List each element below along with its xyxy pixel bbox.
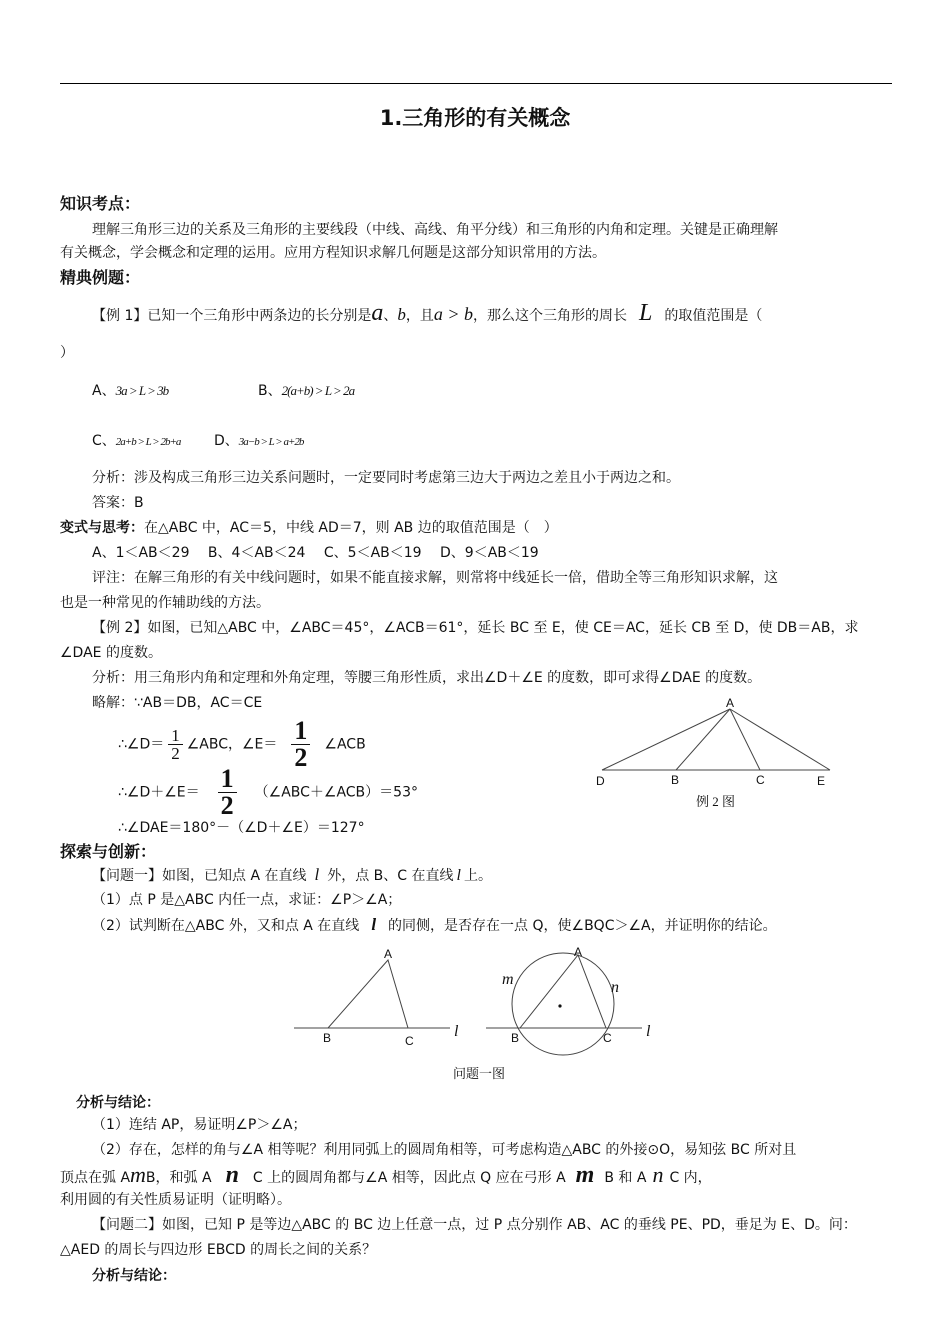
var-n-1: n [225, 1162, 239, 1188]
a2-2a: 顶点在弧 A [60, 1170, 131, 1186]
option-d-label: D、 [214, 433, 239, 449]
problem1-figure [290, 938, 670, 1088]
problem1-q2 [92, 915, 777, 936]
option-a-label: A、 [92, 383, 116, 399]
examples-heading: 精典例题： [60, 268, 141, 287]
option-b [258, 381, 354, 401]
sol2-c: ∠ACB [324, 736, 366, 753]
left-triangle [328, 960, 408, 1028]
p1-1a: 【问题一】如图，已知点 A 在直线 [92, 868, 307, 884]
problem1-analysis-label: 分析与结论： [76, 1095, 160, 1111]
var-b: b [397, 305, 406, 324]
example1-analysis: 分析：涉及构成三角形三边关系问题时，一定要同时考虑第三边大于两边之差且小于两边之和。 [92, 470, 680, 486]
fig1-label-l: l [454, 1023, 459, 1040]
example2-sol-4: ∴∠DAE＝180°－（∠D＋∠E）＝127° [118, 820, 365, 836]
variant-comment-1: 评注：在解三角形的有关中线问题时，如果不能直接求解，则常将中线延长一倍，借助全等三角形知识求解，这 [92, 570, 778, 586]
line-BA [676, 709, 730, 770]
example2-sol-2 [118, 718, 366, 771]
example2-text-1: 【例 2】如图，已知△ABC 中，∠ABC＝45°，∠ACB＝61°，延长 BC 至 E，使 CE＝AC，延长 CB 至 D，使 DB＝AB，求 [92, 620, 859, 636]
var-l-3: l [371, 915, 377, 934]
problem1-a2-2 [60, 1162, 712, 1188]
example2-analysis: 分析：用三角形内角和定理和外角定理，等腰三角形性质，求出∠D＋∠E 的度数，即可求得∠DAE 的度数。 [92, 670, 762, 686]
sol2-a: ∴∠D＝ [118, 736, 165, 753]
variant-text: 在△ABC 中，AC＝5，中线 AD＝7，则 AB 边的取值范围是（ ） [144, 520, 558, 536]
fig2-label-B: B [511, 1031, 520, 1045]
half-fraction-1 [168, 727, 183, 762]
top-rule [60, 83, 892, 84]
a2-2b: B，和弧 A [145, 1170, 212, 1186]
example1-suffix: 的取值范围是（ [664, 308, 763, 324]
problem2-analysis-label: 分析与结论： [92, 1268, 176, 1284]
line-DA [602, 709, 730, 770]
half-fraction-3 [218, 766, 237, 819]
example1-mid: ，且 [405, 308, 434, 324]
example1-question [92, 300, 763, 326]
problem1-a1: （1）连结 AP，易证明∠P＞∠A； [92, 1117, 307, 1133]
label-D: D [596, 774, 605, 788]
frac-den-2: 2 [291, 744, 310, 771]
example2-figure [590, 694, 840, 814]
example1-answer: 答案：B [92, 495, 144, 511]
option-d [214, 431, 303, 452]
option-c [92, 431, 180, 452]
var-n-2: n [652, 1162, 664, 1187]
knowledge-text-1: 理解三角形三边的关系及三角形的主要线段（中线、高线、角平分线）和三角形的内角和定理。关键是正确理解 [92, 222, 778, 238]
sol2-b: ∠ABC，∠E＝ [186, 736, 278, 753]
sol3-b: （∠ABC＋∠ACB）＝53° [254, 784, 418, 801]
a2-2c: C 上的圆周角都与∠A 相等，因此点 Q 应在弓形 A [252, 1170, 566, 1186]
option-c-label: C、 [92, 433, 116, 449]
problem1-q1: （1）点 P 是△ABC 内任一点，求证：∠P＞∠A； [92, 892, 402, 908]
option-b-label: B、 [258, 383, 282, 399]
problem1-line-1 [92, 865, 492, 886]
half-fraction-2 [291, 718, 310, 771]
option-a [92, 381, 168, 401]
var-m-1: m [130, 1162, 146, 1187]
fig2-label-l: l [646, 1023, 651, 1040]
problem1-a2-1: （2）存在，怎样的角与∠A 相等呢？利用同弧上的圆周角相等，可考虑构造△ABC 的外接⊙O，易知弦 BC 所对且 [92, 1142, 797, 1158]
var-l-1: l [314, 865, 320, 884]
center-dot [558, 1004, 561, 1007]
fig2-label-m: m [502, 971, 514, 988]
variant-line [60, 518, 558, 538]
frac-num-1: 1 [171, 726, 180, 745]
problem2-text-2: △AED 的周长与四边形 EBCD 的周长之间的关系？ [60, 1242, 377, 1258]
example2-text-2: ∠DAE 的度数。 [60, 645, 162, 661]
label-E: E [817, 774, 826, 788]
knowledge-text-2: 有关概念，学会概念和定理的运用。应用方程知识求解几何题是这部分知识常用的方法。 [60, 245, 606, 261]
example2-sol-1: 略解：∵AB＝DB，AC＝CE [92, 695, 263, 711]
example1-sep: 、 [383, 308, 398, 324]
option-d-text: 3a−b > L > a+2b [238, 436, 304, 448]
problem1-caption: 问题一图 [453, 1066, 506, 1081]
knowledge-heading: 知识考点： [60, 194, 141, 213]
explore-heading: 探索与创新： [60, 842, 157, 861]
variant-label: 变式与思考： [60, 520, 144, 536]
fig2-label-C: C [603, 1031, 612, 1045]
condition: a > b [433, 304, 474, 324]
label-A: A [726, 696, 735, 710]
example2-caption: 例 2 图 [696, 794, 736, 809]
example2-sol-3 [118, 766, 418, 819]
problem1-a2-3: 利用圆的有关性质易证明（证明略）。 [60, 1192, 291, 1208]
p1-q2b: 的同侧，是否存在一点 Q，使∠BQC＞∠A，并证明你的结论。 [388, 918, 777, 934]
label-B: B [671, 773, 680, 787]
variant-options: A、1＜AB＜29 B、4＜AB＜24 C、5＜AB＜19 D、9＜AB＜19 [92, 545, 539, 561]
frac-num-3: 1 [220, 764, 234, 793]
right-triangle [520, 955, 606, 1028]
var-a: a [371, 300, 384, 326]
circumcircle [512, 953, 614, 1055]
fig1-label-C: C [405, 1034, 414, 1048]
p1-q2a: （2）试判断在△ABC 外，又和点 A 在直线 [92, 918, 360, 934]
label-C: C [756, 773, 765, 787]
option-b-text: 2(a+b) > L > 2a [281, 383, 355, 398]
p1-1c: 上。 [463, 868, 492, 884]
a2-2d: B 和 A [604, 1170, 647, 1186]
sol3-a: ∴∠D＋∠E＝ [118, 784, 200, 801]
frac-num-2: 1 [294, 716, 308, 745]
example1-mid2: ，那么这个三角形的周长 [473, 308, 628, 324]
option-c-text: 2a+b > L > 2b+a [115, 436, 181, 448]
var-L: L [639, 300, 653, 326]
frac-den-3: 2 [218, 792, 237, 819]
fig2-label-A: A [574, 945, 583, 959]
fig1-label-A: A [384, 947, 393, 961]
example1-close: ） [60, 345, 74, 361]
var-m-2: m [575, 1162, 595, 1188]
variant-comment-2: 也是一种常见的作辅助线的方法。 [60, 595, 270, 611]
page-title: 1.三角形的有关概念 [379, 106, 571, 130]
var-l-2: l [456, 867, 461, 884]
fig1-label-B: B [323, 1031, 332, 1045]
example1-prefix: 【例 1】已知一个三角形中两条边的长分别是 [92, 308, 372, 324]
frac-den-1: 2 [168, 744, 183, 762]
a2-2e: C 内， [669, 1170, 712, 1186]
p1-1b: 外，点 B、C 在直线 [327, 868, 454, 884]
problem2-text-1: 【问题二】如图，已知 P 是等边△ABC 的 BC 边上任意一点，过 P 点分别作 AB、AC 的垂线 PE、PD，垂足为 E、D。问： [92, 1217, 857, 1233]
fig2-label-n: n [611, 979, 619, 996]
option-a-text: 3a > L > 3b [115, 383, 169, 398]
